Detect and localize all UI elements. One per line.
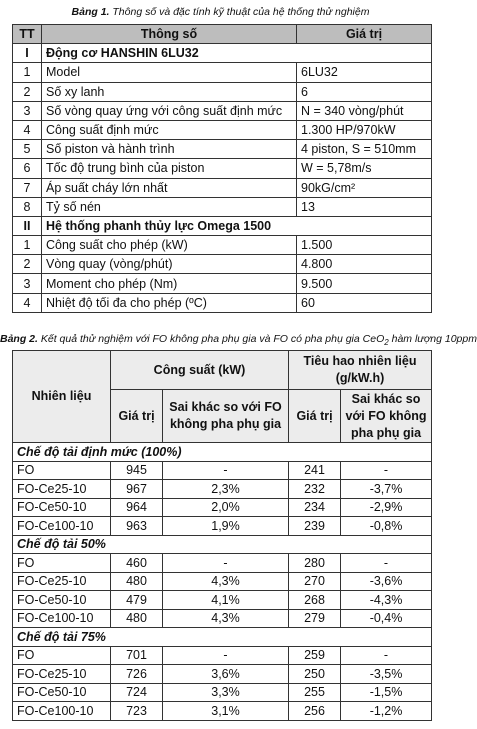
consumption-value: 255 (289, 683, 341, 702)
fuel-name: FO-Ce50-10 (13, 683, 111, 702)
param-value: 4 piston, S = 510mm (297, 140, 432, 159)
fuel-name: FO-Ce50-10 (13, 591, 111, 610)
table1-caption-text: Thông số và đặc tính kỹ thuật của hệ thống thử nghiệm (112, 6, 370, 18)
param-value: 6LU32 (297, 63, 432, 82)
table1-header-row (13, 25, 432, 44)
power-diff: - (163, 461, 289, 480)
power-value: 480 (111, 572, 163, 591)
row-number: 3 (13, 274, 42, 293)
consumption-diff: -0,8% (341, 517, 432, 536)
table-row (13, 683, 432, 702)
consumption-diff: -0,4% (341, 609, 432, 628)
power-value: 726 (111, 665, 163, 684)
param-value: W = 5,78m/s (297, 159, 432, 178)
row-number: 1 (13, 236, 42, 255)
consumption-value: 256 (289, 702, 341, 721)
power-diff: 2,3% (163, 480, 289, 499)
power-diff: 2,0% (163, 498, 289, 517)
fuel-name: FO-Ce25-10 (13, 480, 111, 499)
consumption-diff: -3,5% (341, 665, 432, 684)
power-diff: 3,1% (163, 702, 289, 721)
row-number: 4 (13, 293, 42, 312)
table2-caption (0, 333, 477, 348)
param-name: Model (42, 63, 297, 82)
table2-header-row-1 (13, 351, 432, 390)
row-number: 7 (13, 178, 42, 197)
header-param: Thông số (42, 25, 297, 44)
param-name: Nhiệt độ tối đa cho phép (ºC) (42, 293, 297, 312)
table-row (13, 609, 432, 628)
consumption-value: 241 (289, 461, 341, 480)
row-number: 2 (13, 255, 42, 274)
table2-caption-label: Bảng 2. (0, 333, 38, 345)
power-diff: - (163, 646, 289, 665)
section-row (13, 443, 432, 462)
consumption-diff: -3,7% (341, 480, 432, 499)
section-title: Chế độ tải định mức (100%) (13, 443, 432, 462)
consumption-value: 268 (289, 591, 341, 610)
consumption-diff: -4,3% (341, 591, 432, 610)
param-value: 60 (297, 293, 432, 312)
table2-test-results (12, 350, 432, 721)
power-value: 479 (111, 591, 163, 610)
fuel-name: FO (13, 461, 111, 480)
section-row (13, 216, 432, 235)
header-value: Giá trị (297, 25, 432, 44)
consumption-diff: - (341, 646, 432, 665)
consumption-diff: -3,6% (341, 572, 432, 591)
section-row (13, 628, 432, 647)
power-diff: 4,3% (163, 609, 289, 628)
row-number: 1 (13, 63, 42, 82)
header-power-diff: Sai khác so với FO không pha phụ gia (163, 390, 289, 443)
param-name: Công suất định mức (42, 120, 297, 139)
param-value: N = 340 vòng/phút (297, 101, 432, 120)
row-number: 2 (13, 82, 42, 101)
power-diff: 3,6% (163, 665, 289, 684)
row-number: 6 (13, 159, 42, 178)
table-row (13, 140, 432, 159)
row-number: 8 (13, 197, 42, 216)
consumption-diff: - (341, 554, 432, 573)
param-name: Công suất cho phép (kW) (42, 236, 297, 255)
param-name: Số piston và hành trình (42, 140, 297, 159)
consumption-diff: -1,2% (341, 702, 432, 721)
consumption-value: 259 (289, 646, 341, 665)
table1-caption (0, 6, 441, 18)
param-value: 9.500 (297, 274, 432, 293)
power-value: 723 (111, 702, 163, 721)
table-row (13, 197, 432, 216)
consumption-value: 239 (289, 517, 341, 536)
section-row (13, 535, 432, 554)
table1-caption-label: Bảng 1. (71, 6, 110, 18)
consumption-value: 232 (289, 480, 341, 499)
table-row (13, 159, 432, 178)
section-title: Chế độ tải 50% (13, 535, 432, 554)
power-diff: - (163, 554, 289, 573)
power-value: 724 (111, 683, 163, 702)
header-tt: TT (13, 25, 42, 44)
table1-specifications (12, 24, 432, 313)
table1-body (13, 44, 432, 313)
fuel-name: FO-Ce25-10 (13, 572, 111, 591)
table-row (13, 236, 432, 255)
param-name: Số xy lanh (42, 82, 297, 101)
table-row (13, 480, 432, 499)
param-name: Tỷ số nén (42, 197, 297, 216)
table-row (13, 274, 432, 293)
power-value: 480 (111, 609, 163, 628)
power-value: 967 (111, 480, 163, 499)
header-fuel: Nhiên liệu (13, 351, 111, 443)
section-title: Chế độ tải 75% (13, 628, 432, 647)
param-name: Áp suất cháy lớn nhất (42, 178, 297, 197)
header-consumption: Tiêu hao nhiên liệu (g/kW.h) (289, 351, 432, 390)
table-row (13, 498, 432, 517)
power-diff: 4,1% (163, 591, 289, 610)
consumption-value: 234 (289, 498, 341, 517)
section-title: Hệ thống phanh thủy lực Omega 1500 (42, 216, 432, 235)
table2-caption-tail: hàm lượng 10ppm (388, 333, 477, 345)
table-row (13, 120, 432, 139)
table-row (13, 702, 432, 721)
row-number: 4 (13, 120, 42, 139)
header-power: Công suất (kW) (111, 351, 289, 390)
section-row (13, 44, 432, 63)
power-value: 964 (111, 498, 163, 517)
section-title: Động cơ HANSHIN 6LU32 (42, 44, 432, 63)
table-row (13, 255, 432, 274)
consumption-diff: -2,9% (341, 498, 432, 517)
param-name: Số vòng quay ứng với công suất định mức (42, 101, 297, 120)
table2-caption-text: Kết quả thử nghiệm với FO không pha phụ gia và FO có pha phụ gia CeO (40, 333, 385, 345)
table-row (13, 293, 432, 312)
param-name: Vòng quay (vòng/phút) (42, 255, 297, 274)
table-row (13, 517, 432, 536)
consumption-value: 250 (289, 665, 341, 684)
table-row (13, 665, 432, 684)
table-row (13, 63, 432, 82)
table-row (13, 461, 432, 480)
fuel-name: FO-Ce25-10 (13, 665, 111, 684)
table-row (13, 82, 432, 101)
header-cons-value: Giá trị (289, 390, 341, 443)
header-cons-diff: Sai khác so với FO không pha phụ gia (341, 390, 432, 443)
param-value: 4.800 (297, 255, 432, 274)
param-value: 6 (297, 82, 432, 101)
fuel-name: FO (13, 554, 111, 573)
power-value: 460 (111, 554, 163, 573)
consumption-diff: - (341, 461, 432, 480)
table2-body (13, 443, 432, 721)
consumption-value: 279 (289, 609, 341, 628)
fuel-name: FO-Ce50-10 (13, 498, 111, 517)
consumption-diff: -1,5% (341, 683, 432, 702)
table-row (13, 554, 432, 573)
fuel-name: FO (13, 646, 111, 665)
power-value: 945 (111, 461, 163, 480)
row-number: 5 (13, 140, 42, 159)
param-value: 1.500 (297, 236, 432, 255)
power-value: 963 (111, 517, 163, 536)
param-value: 13 (297, 197, 432, 216)
power-diff: 4,3% (163, 572, 289, 591)
consumption-value: 280 (289, 554, 341, 573)
power-diff: 3,3% (163, 683, 289, 702)
row-number: 3 (13, 101, 42, 120)
fuel-name: FO-Ce100-10 (13, 609, 111, 628)
table-row (13, 572, 432, 591)
fuel-name: FO-Ce100-10 (13, 517, 111, 536)
param-name: Tốc độ trung bình của piston (42, 159, 297, 178)
param-value: 90kG/cm² (297, 178, 432, 197)
param-name: Moment cho phép (Nm) (42, 274, 297, 293)
fuel-name: FO-Ce100-10 (13, 702, 111, 721)
header-power-value: Giá trị (111, 390, 163, 443)
table-row (13, 591, 432, 610)
table2-caption-subscript: 2 (384, 338, 389, 348)
param-value: 1.300 HP/970kW (297, 120, 432, 139)
table-row (13, 646, 432, 665)
table-row (13, 178, 432, 197)
consumption-value: 270 (289, 572, 341, 591)
section-number: II (13, 216, 42, 235)
section-number: I (13, 44, 42, 63)
power-value: 701 (111, 646, 163, 665)
power-diff: 1,9% (163, 517, 289, 536)
table-row (13, 101, 432, 120)
